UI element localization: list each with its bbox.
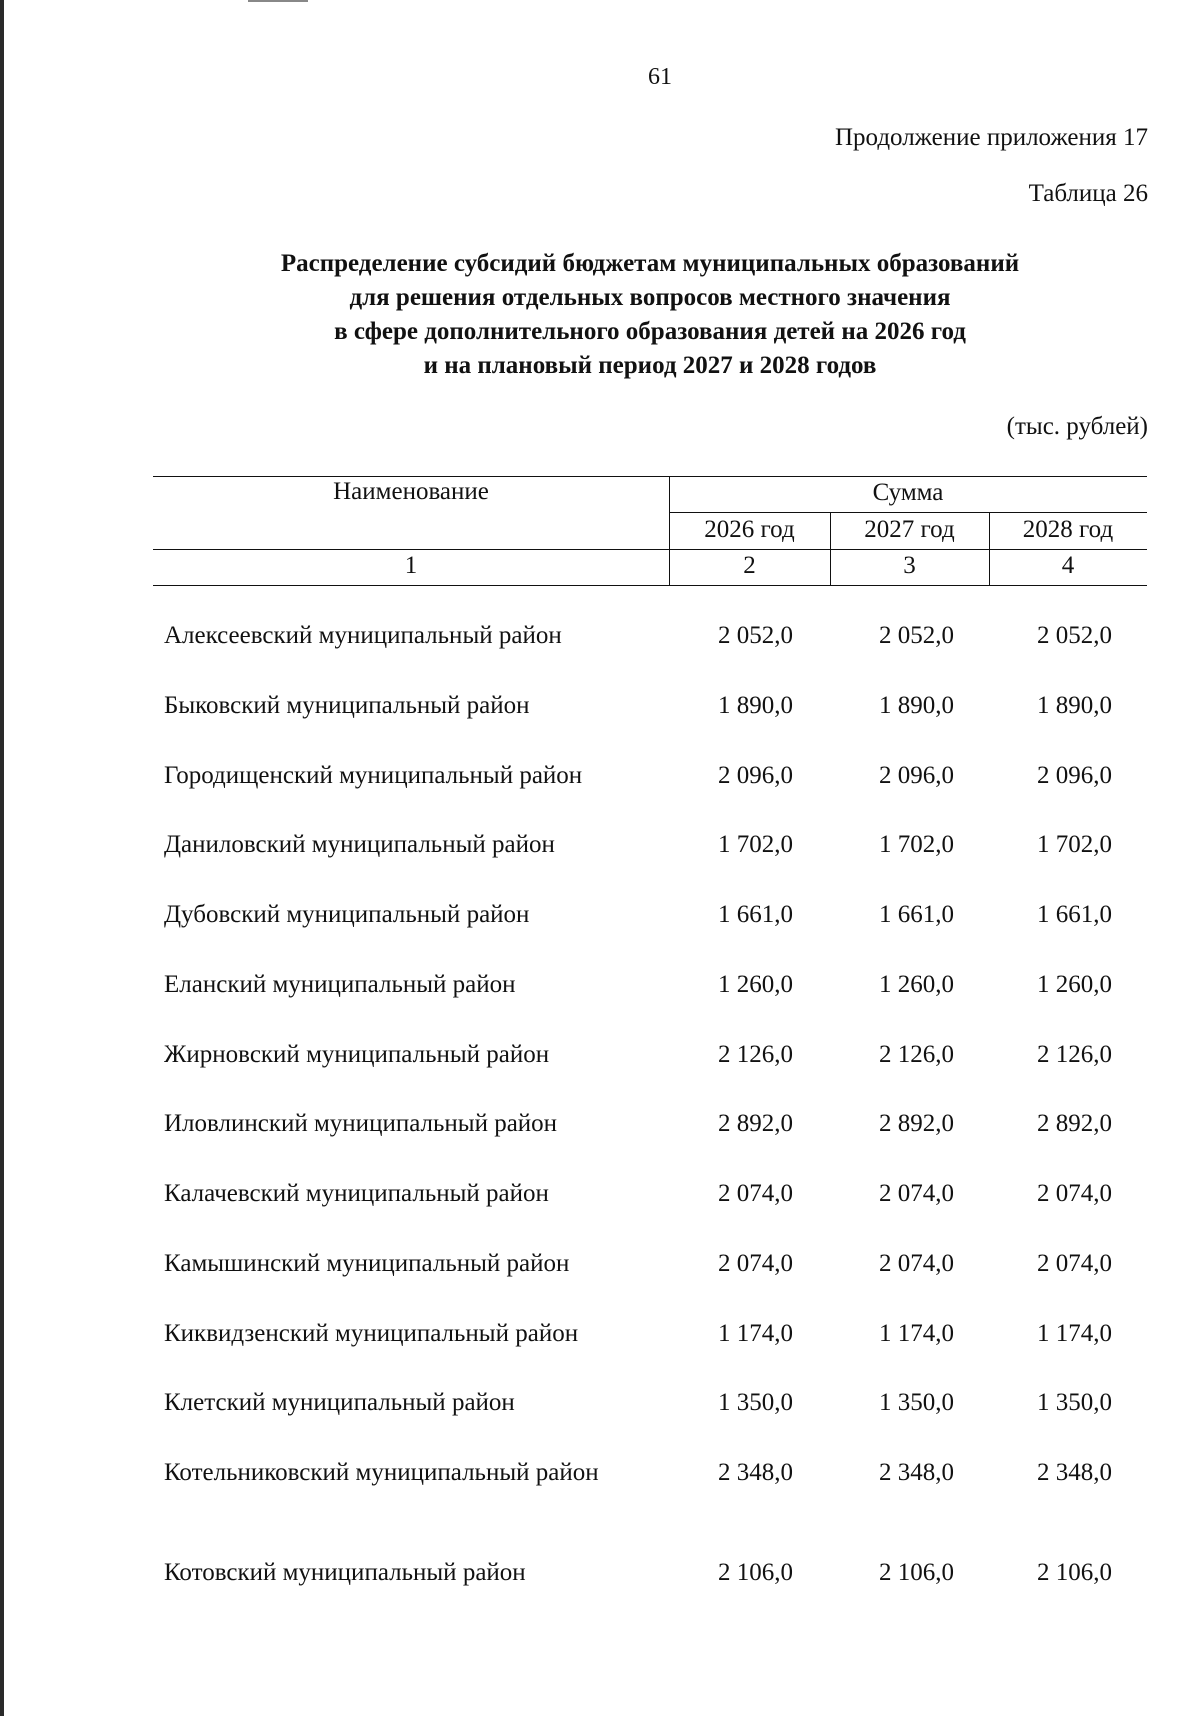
row-value-2028: 1 702,0	[1037, 831, 1112, 858]
row-value-2027: 1 702,0	[879, 831, 954, 858]
row-value-2027: 2 106,0	[879, 1559, 954, 1586]
row-value-2027: 2 096,0	[879, 762, 954, 789]
row-value-2028: 2 074,0	[1037, 1250, 1112, 1277]
row-name: Камышинский муниципальный район	[164, 1250, 570, 1277]
row-value-2028: 2 096,0	[1037, 762, 1112, 789]
row-value-2028: 2 052,0	[1037, 622, 1112, 649]
row-value-2026: 1 260,0	[718, 971, 793, 998]
row-value-2028: 2 074,0	[1037, 1180, 1112, 1207]
row-value-2028: 1 890,0	[1037, 692, 1112, 719]
row-value-2026: 1 174,0	[718, 1320, 793, 1347]
row-value-2028: 1 661,0	[1037, 901, 1112, 928]
row-value-2028: 1 260,0	[1037, 971, 1112, 998]
header-sum: Сумма	[872, 479, 944, 506]
row-value-2027: 1 350,0	[879, 1389, 954, 1416]
row-value-2026: 2 074,0	[718, 1180, 793, 1207]
row-value-2028: 1 350,0	[1037, 1389, 1112, 1416]
header-col-number-3: 3	[903, 552, 916, 579]
document-title	[150, 247, 1150, 383]
row-value-2026: 1 702,0	[718, 831, 793, 858]
title-line-1: Распределение субсидий бюджетам муниципальных образований	[280, 250, 1020, 277]
title-line-3: в сфере дополнительного образования детей на 2026 год	[334, 318, 966, 345]
table-label: Таблица 26	[1028, 180, 1148, 207]
appendix-note: Продолжение приложения 17	[834, 124, 1148, 151]
row-name: Дубовский муниципальный район	[164, 901, 530, 928]
header-rule-top	[153, 476, 1147, 477]
row-value-2028: 2 348,0	[1037, 1459, 1112, 1486]
scan-top-mark	[248, 0, 308, 2]
row-name: Иловлинский муниципальный район	[164, 1110, 558, 1137]
row-value-2026: 2 892,0	[718, 1110, 793, 1137]
row-value-2027: 2 348,0	[879, 1459, 954, 1486]
row-name: Быковский муниципальный район	[164, 692, 530, 719]
header-rule-years	[153, 549, 1147, 550]
header-col-number-1: 1	[404, 552, 418, 579]
row-value-2026: 1 890,0	[718, 692, 793, 719]
row-value-2027: 2 052,0	[879, 622, 954, 649]
row-value-2028: 2 126,0	[1037, 1041, 1112, 1068]
row-value-2026: 1 661,0	[718, 901, 793, 928]
row-name: Клетский муниципальный район	[164, 1389, 515, 1416]
row-value-2028: 1 174,0	[1037, 1320, 1112, 1347]
row-name: Калачевский муниципальный район	[164, 1180, 549, 1207]
row-value-2026: 2 074,0	[718, 1250, 793, 1277]
row-value-2026: 2 052,0	[718, 622, 793, 649]
row-value-2026: 2 096,0	[718, 762, 793, 789]
row-value-2027: 2 126,0	[879, 1041, 954, 1068]
row-value-2027: 1 661,0	[879, 901, 954, 928]
units-label: (тыс. рублей)	[1006, 413, 1148, 440]
scan-left-edge	[0, 0, 4, 1716]
row-value-2028: 2 106,0	[1037, 1559, 1112, 1586]
table-header	[153, 476, 1147, 586]
header-rule-sum	[669, 512, 1147, 513]
row-value-2026: 2 126,0	[718, 1041, 793, 1068]
page-number: 61	[648, 64, 672, 90]
row-name: Киквидзенский муниципальный район	[164, 1320, 579, 1347]
row-name: Котовский муниципальный район	[164, 1559, 526, 1586]
title-line-4: и на плановый период 2027 и 2028 годов	[423, 352, 877, 379]
header-col-number-4: 4	[1061, 552, 1075, 579]
header-rule-bottom	[153, 585, 1147, 586]
row-name: Котельниковский муниципальный район	[164, 1459, 599, 1486]
row-value-2026: 2 348,0	[718, 1459, 793, 1486]
header-name: Наименование	[333, 478, 489, 505]
row-name: Даниловский муниципальный район	[164, 831, 555, 858]
row-value-2027: 2 074,0	[879, 1250, 954, 1277]
header-col-number-2: 2	[743, 552, 756, 579]
row-value-2027: 1 890,0	[879, 692, 954, 719]
header-year-2028: 2028 год	[1022, 516, 1114, 543]
row-name: Еланский муниципальный район	[164, 971, 516, 998]
row-value-2027: 2 892,0	[879, 1110, 954, 1137]
header-year-2027: 2027 год	[864, 516, 955, 543]
row-value-2028: 2 892,0	[1037, 1110, 1112, 1137]
row-name: Алексеевский муниципальный район	[164, 622, 562, 649]
row-value-2027: 1 260,0	[879, 971, 954, 998]
header-year-2026: 2026 год	[704, 516, 795, 543]
row-value-2026: 1 350,0	[718, 1389, 793, 1416]
row-value-2026: 2 106,0	[718, 1559, 793, 1586]
title-line-2: для решения отдельных вопросов местного значения	[349, 284, 951, 311]
row-value-2027: 2 074,0	[879, 1180, 954, 1207]
row-value-2027: 1 174,0	[879, 1320, 954, 1347]
row-name: Жирновский муниципальный район	[164, 1041, 550, 1068]
row-name: Городищенский муниципальный район	[164, 762, 583, 789]
